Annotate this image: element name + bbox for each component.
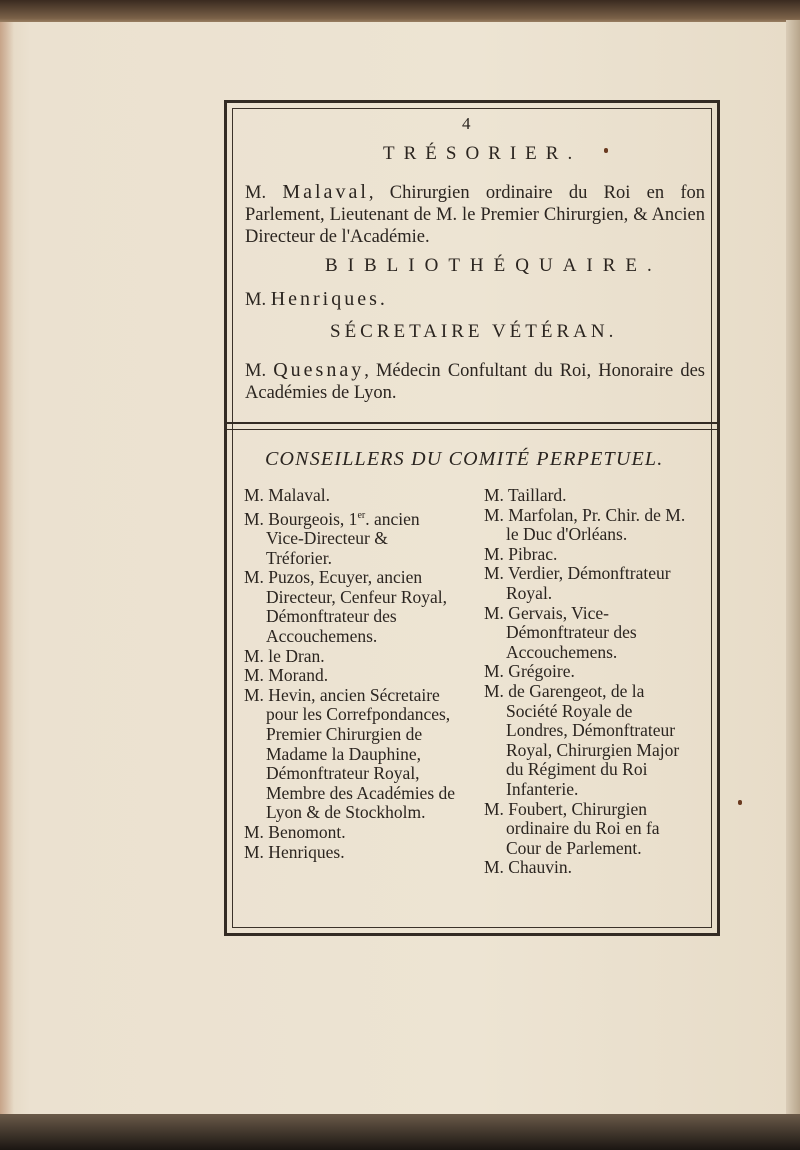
section-title-conseillers: CONSEILLERS DU COMITÉ PERPETUEL. [265, 448, 664, 470]
page-edge-right [786, 20, 800, 1120]
ink-fleck [738, 800, 742, 805]
entry-prefix: M. [245, 183, 267, 203]
entry-secretaire-veteran [245, 359, 705, 404]
entry-text: , Médecin Confultant du Roi, Honoraire des Académies de Lyon. [245, 361, 705, 403]
list-item: M. Verdier, Démonftrateur Royal. [484, 563, 671, 603]
entry-name: Quesnay [273, 359, 365, 381]
list-item: M. le Dran. [244, 645, 325, 666]
list-item: M. Benomont. [244, 821, 346, 842]
list-item: M. Taillard. [484, 485, 567, 505]
list-item: M. Henriques. [244, 841, 345, 862]
list-item: M. Morand. [244, 665, 329, 686]
entry-prefix: M. [245, 361, 267, 381]
list-item: M. de Garengeot, de la Société Royale de Londres, Démonftrateur Royal, Chirurgien Major du Régiment du Roi Infanterie. [484, 680, 680, 799]
conseillers-left-column [244, 486, 456, 862]
conseillers-right-column [484, 486, 696, 878]
heading-bibliothequaire: BIBLIOTHÉQUAIRE. [325, 255, 662, 276]
list-item: M. Bourgeois, 1er. ancien Vice-Directeur & Tréforier. [244, 508, 420, 568]
page-number: 4 [462, 114, 471, 133]
ink-fleck [604, 148, 608, 153]
heading-tresorier: TRÉSORIER. [383, 143, 582, 164]
list-item: M. Pibrac. [484, 543, 558, 564]
entry-prefix: M. [245, 290, 267, 310]
list-item: M. Chauvin. [484, 857, 572, 878]
double-rule-divider [227, 422, 717, 430]
entry-text: , Chirurgien ordinaire du Roi en fon Parlement, Lieutenant de M. le Premier Chirurgien, & Ancien Directeur de l'Académie. [245, 183, 705, 247]
heading-secretaire-veteran: SÉCRETAIRE VÉTÉRAN. [330, 321, 618, 342]
entry-tresorier [245, 181, 705, 248]
list-item: M. Malaval. [244, 485, 331, 505]
entry-name: Malaval [282, 181, 369, 203]
gutter-shadow [0, 22, 14, 1114]
list-item: M. Puzos, Ecuyer, ancien Directeur, Cenfeur Royal, Démonftrateur des Accouchemens. [244, 567, 448, 646]
list-item: M. Foubert, Chirurgien ordinaire du Roi en fa Cour de Parlement. [484, 798, 660, 858]
entry-name: Henriques. [270, 288, 388, 310]
list-item: M. Gervais, Vice-Démonftrateur des Accouchemens. [484, 602, 637, 662]
entry-bibliothequaire [245, 288, 705, 311]
list-item: M. Grégoire. [484, 661, 575, 682]
list-item: M. Marfolan, Pr. Chir. de M. le Duc d'Orléans. [484, 504, 686, 545]
list-item: M. Hevin, ancien Sécretaire pour les Correfpondances, Premier Chirurgien de Madame la Dauphine, Démonftrateur Royal, Membre des Académies de Lyon & de Stockholm. [244, 684, 456, 823]
book-bottom-edge [0, 1114, 800, 1150]
